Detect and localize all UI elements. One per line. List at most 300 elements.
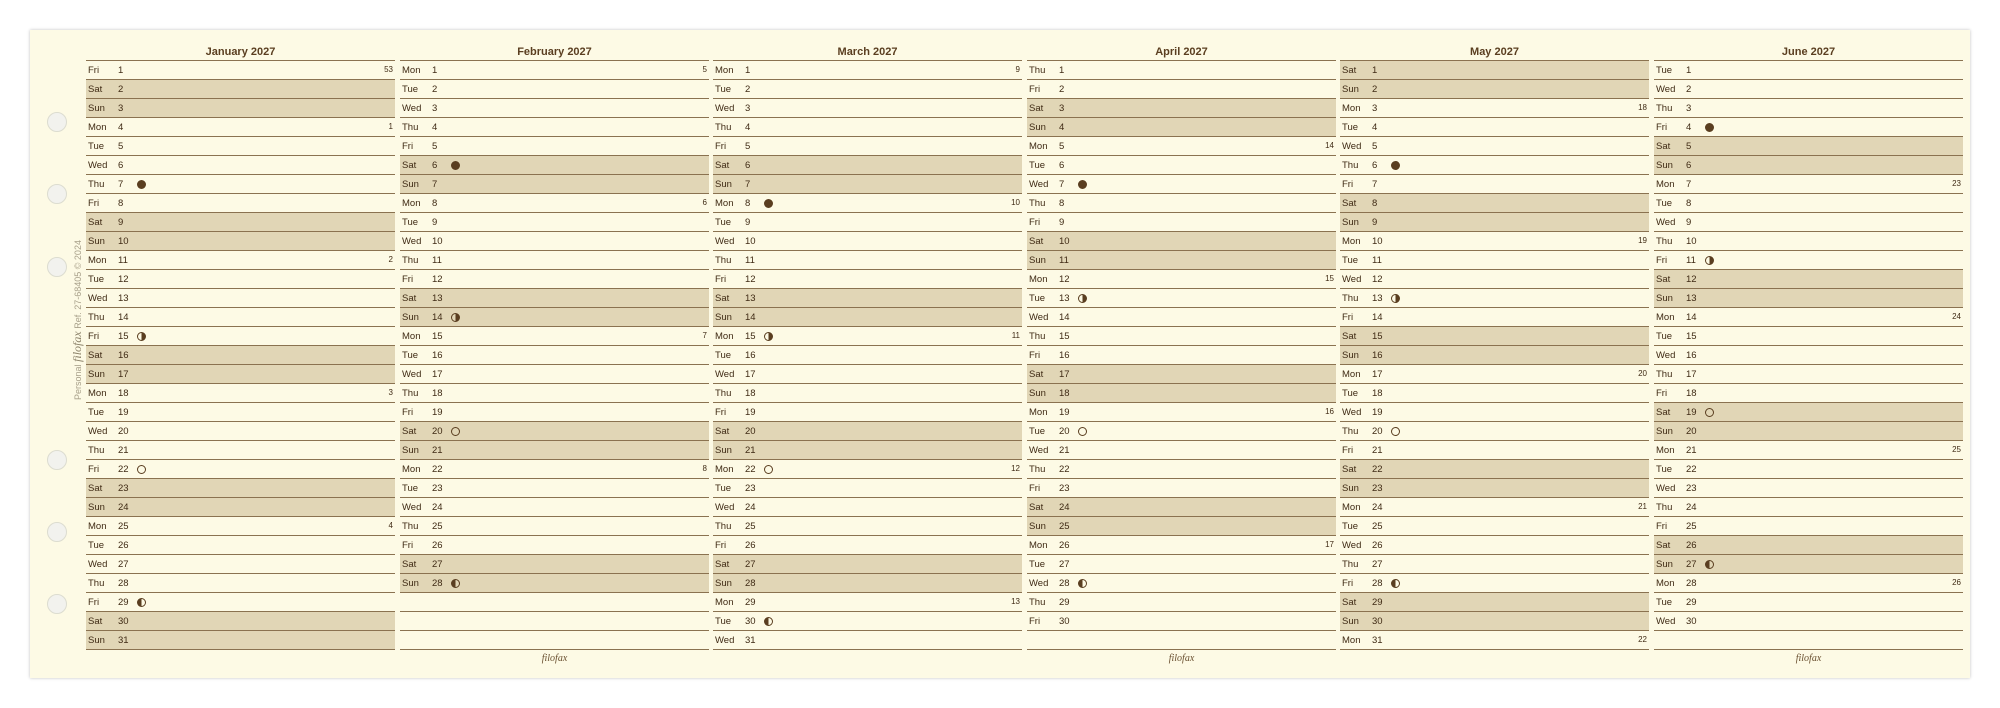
day-name: Wed — [88, 293, 108, 304]
day-number: 29 — [118, 597, 129, 608]
day-row[interactable] — [86, 232, 395, 251]
day-row[interactable] — [1340, 441, 1649, 460]
day-row[interactable] — [400, 137, 709, 156]
day-number: 20 — [118, 426, 129, 437]
day-row[interactable] — [400, 251, 709, 270]
day-name: Thu — [1342, 160, 1359, 171]
day-name: Tue — [402, 483, 419, 494]
day-name: Wed — [1029, 312, 1049, 323]
day-row[interactable] — [1340, 194, 1649, 213]
day-row[interactable] — [1027, 80, 1336, 99]
day-row[interactable] — [1340, 232, 1649, 251]
day-row[interactable] — [400, 61, 709, 80]
day-row[interactable] — [713, 61, 1022, 80]
day-row[interactable] — [1340, 593, 1649, 612]
day-row[interactable] — [1027, 479, 1336, 498]
day-name: Sun — [402, 312, 419, 323]
day-row[interactable] — [1654, 498, 1963, 517]
day-row[interactable] — [1027, 536, 1336, 555]
day-row[interactable] — [1654, 517, 1963, 536]
day-number: 20 — [1686, 426, 1697, 437]
day-row[interactable] — [1654, 403, 1963, 422]
day-row[interactable] — [86, 137, 395, 156]
day-row[interactable] — [1654, 612, 1963, 631]
day-row[interactable] — [1654, 289, 1963, 308]
day-row[interactable] — [1654, 213, 1963, 232]
day-row[interactable] — [713, 441, 1022, 460]
day-row[interactable] — [1654, 422, 1963, 441]
day-number: 9 — [1372, 217, 1378, 228]
day-row[interactable] — [400, 479, 709, 498]
day-name: Fri — [402, 141, 414, 152]
day-number: 19 — [1686, 407, 1697, 418]
day-row[interactable] — [86, 422, 395, 441]
day-row[interactable] — [400, 232, 709, 251]
day-number: 9 — [1686, 217, 1692, 228]
day-number: 10 — [118, 236, 129, 247]
day-row[interactable] — [1340, 612, 1649, 631]
day-row[interactable] — [400, 270, 709, 289]
day-row[interactable] — [86, 175, 395, 194]
day-row[interactable] — [86, 365, 395, 384]
day-row[interactable] — [1340, 118, 1649, 137]
day-number: 16 — [1686, 350, 1697, 361]
day-row[interactable] — [1027, 327, 1336, 346]
day-name: Tue — [1656, 464, 1673, 475]
month-title: March 2027 — [713, 45, 1022, 61]
week-number: 9 — [1015, 65, 1020, 74]
day-name: Sat — [1342, 198, 1357, 209]
day-row[interactable] — [1654, 460, 1963, 479]
day-row[interactable] — [1340, 308, 1649, 327]
week-number: 10 — [1011, 198, 1020, 207]
day-number: 2 — [1059, 84, 1065, 95]
full-moon-icon — [1078, 427, 1087, 436]
day-row[interactable] — [86, 118, 395, 137]
day-row[interactable] — [86, 631, 395, 650]
day-row[interactable] — [86, 289, 395, 308]
day-name: Tue — [1656, 331, 1673, 342]
day-row[interactable] — [1340, 137, 1649, 156]
month-column — [400, 45, 709, 664]
day-name: Sat — [88, 84, 103, 95]
day-row[interactable] — [1654, 441, 1963, 460]
day-name: Tue — [402, 217, 419, 228]
day-row[interactable] — [1340, 517, 1649, 536]
day-row[interactable] — [1340, 384, 1649, 403]
day-row[interactable] — [1027, 251, 1336, 270]
day-row[interactable] — [400, 365, 709, 384]
day-row[interactable] — [713, 327, 1022, 346]
day-row[interactable] — [86, 61, 395, 80]
day-row[interactable] — [713, 631, 1022, 650]
day-row[interactable] — [86, 574, 395, 593]
day-row[interactable] — [1340, 422, 1649, 441]
day-row[interactable] — [1340, 365, 1649, 384]
day-row[interactable] — [1027, 460, 1336, 479]
day-row[interactable] — [1654, 137, 1963, 156]
day-number: 7 — [118, 179, 124, 190]
planner-sheet — [30, 30, 1970, 678]
day-name: Fri — [402, 274, 414, 285]
day-row[interactable] — [713, 365, 1022, 384]
week-number: 26 — [1952, 578, 1961, 587]
day-row[interactable] — [1654, 99, 1963, 118]
day-row[interactable] — [1340, 460, 1649, 479]
day-row[interactable] — [713, 612, 1022, 631]
day-row[interactable] — [1340, 327, 1649, 346]
day-row[interactable] — [86, 270, 395, 289]
day-row[interactable] — [1340, 80, 1649, 99]
day-name: Tue — [1342, 388, 1359, 399]
day-name: Fri — [1656, 388, 1668, 399]
day-name: Fri — [715, 274, 727, 285]
day-name: Wed — [402, 236, 422, 247]
day-number: 3 — [1686, 103, 1692, 114]
day-number: 4 — [1372, 122, 1378, 133]
day-row[interactable] — [1340, 61, 1649, 80]
day-row[interactable] — [400, 194, 709, 213]
day-row[interactable] — [1027, 61, 1336, 80]
day-row[interactable] — [1027, 365, 1336, 384]
day-name: Wed — [402, 369, 422, 380]
day-row[interactable] — [86, 308, 395, 327]
day-row[interactable] — [713, 99, 1022, 118]
day-number: 8 — [1059, 198, 1065, 209]
day-row[interactable] — [713, 346, 1022, 365]
day-name: Sun — [1029, 255, 1046, 266]
day-row[interactable] — [400, 441, 709, 460]
day-number: 21 — [1372, 445, 1383, 456]
day-row[interactable] — [1654, 175, 1963, 194]
day-row[interactable] — [400, 327, 709, 346]
day-number: 21 — [745, 445, 756, 456]
day-row[interactable] — [1027, 384, 1336, 403]
day-number: 1 — [1372, 65, 1378, 76]
day-row[interactable] — [86, 555, 395, 574]
day-number: 16 — [432, 350, 443, 361]
day-row[interactable] — [713, 80, 1022, 99]
day-row[interactable] — [1654, 574, 1963, 593]
day-number: 7 — [745, 179, 751, 190]
day-name: Thu — [715, 255, 732, 266]
day-number: 21 — [432, 445, 443, 456]
day-row[interactable] — [1027, 612, 1336, 631]
day-row[interactable] — [400, 308, 709, 327]
day-row[interactable] — [86, 441, 395, 460]
day-row[interactable] — [713, 175, 1022, 194]
day-row[interactable] — [1340, 574, 1649, 593]
day-row[interactable] — [713, 194, 1022, 213]
day-row[interactable] — [1340, 536, 1649, 555]
day-row[interactable] — [1027, 308, 1336, 327]
day-row[interactable] — [400, 460, 709, 479]
day-number: 9 — [118, 217, 124, 228]
day-name: Wed — [1342, 274, 1362, 285]
day-number: 23 — [432, 483, 443, 494]
day-row[interactable] — [86, 403, 395, 422]
day-row[interactable] — [1340, 479, 1649, 498]
day-name: Wed — [1656, 616, 1676, 627]
day-number: 27 — [118, 559, 129, 570]
day-row[interactable] — [400, 213, 709, 232]
day-row[interactable] — [86, 498, 395, 517]
day-row[interactable] — [86, 194, 395, 213]
day-name: Sun — [1029, 521, 1046, 532]
day-number: 2 — [1686, 84, 1692, 95]
day-number: 23 — [745, 483, 756, 494]
day-number: 11 — [432, 255, 442, 266]
day-row[interactable] — [1654, 61, 1963, 80]
day-row[interactable] — [86, 346, 395, 365]
day-number: 5 — [118, 141, 124, 152]
day-name: Fri — [1342, 179, 1354, 190]
week-number: 17 — [1325, 540, 1334, 549]
day-row[interactable] — [1027, 99, 1336, 118]
day-name: Sat — [715, 160, 730, 171]
day-row[interactable] — [1340, 631, 1649, 650]
day-row[interactable] — [86, 384, 395, 403]
week-number: 24 — [1952, 312, 1961, 321]
day-row[interactable] — [1654, 536, 1963, 555]
day-name: Wed — [1029, 179, 1049, 190]
day-name: Tue — [715, 217, 732, 228]
day-name: Mon — [88, 122, 107, 133]
day-row[interactable] — [400, 403, 709, 422]
day-row[interactable] — [86, 251, 395, 270]
day-row[interactable] — [1654, 118, 1963, 137]
day-name: Sun — [402, 445, 419, 456]
day-name: Thu — [715, 388, 732, 399]
day-row[interactable] — [1654, 479, 1963, 498]
day-number: 9 — [1059, 217, 1065, 228]
day-name: Mon — [402, 198, 421, 209]
day-row[interactable] — [1340, 270, 1649, 289]
day-row[interactable] — [86, 479, 395, 498]
day-row[interactable] — [1654, 232, 1963, 251]
day-row[interactable] — [1027, 289, 1336, 308]
day-row[interactable] — [400, 498, 709, 517]
day-row[interactable] — [1340, 346, 1649, 365]
day-row[interactable] — [1027, 517, 1336, 536]
day-number: 30 — [1059, 616, 1070, 627]
day-row[interactable] — [1654, 194, 1963, 213]
day-row[interactable] — [86, 536, 395, 555]
week-number: 8 — [702, 464, 707, 473]
day-row[interactable] — [1027, 441, 1336, 460]
day-row[interactable] — [400, 422, 709, 441]
day-name: Sat — [1029, 103, 1044, 114]
day-row[interactable] — [713, 232, 1022, 251]
day-row[interactable] — [713, 536, 1022, 555]
day-row[interactable] — [1027, 593, 1336, 612]
day-row[interactable] — [713, 498, 1022, 517]
day-name: Sun — [88, 502, 105, 513]
day-row[interactable] — [400, 156, 709, 175]
day-row[interactable] — [1027, 118, 1336, 137]
day-row[interactable] — [1027, 270, 1336, 289]
day-number: 1 — [1686, 65, 1692, 76]
day-row[interactable] — [400, 118, 709, 137]
day-row[interactable] — [1654, 80, 1963, 99]
day-number: 27 — [1059, 559, 1070, 570]
day-row[interactable] — [1340, 555, 1649, 574]
day-row[interactable] — [86, 327, 395, 346]
day-row[interactable] — [1340, 403, 1649, 422]
day-number: 25 — [745, 521, 756, 532]
day-name: Sun — [88, 103, 105, 114]
day-row[interactable] — [1027, 555, 1336, 574]
day-name: Fri — [715, 540, 727, 551]
day-name: Mon — [1342, 236, 1361, 247]
week-number: 25 — [1952, 445, 1961, 454]
day-row[interactable] — [713, 308, 1022, 327]
day-name: Mon — [1342, 502, 1361, 513]
day-row[interactable] — [713, 517, 1022, 536]
day-number: 2 — [745, 84, 751, 95]
day-number: 13 — [1372, 293, 1383, 304]
day-name: Mon — [88, 521, 107, 532]
day-row[interactable] — [400, 346, 709, 365]
day-row[interactable] — [1340, 213, 1649, 232]
day-row[interactable] — [1340, 156, 1649, 175]
day-row[interactable] — [713, 422, 1022, 441]
day-name: Tue — [402, 350, 419, 361]
day-row[interactable] — [713, 460, 1022, 479]
day-row[interactable] — [713, 213, 1022, 232]
day-row[interactable] — [1340, 99, 1649, 118]
day-name: Wed — [1342, 540, 1362, 551]
day-row[interactable] — [713, 479, 1022, 498]
day-name: Thu — [1029, 464, 1046, 475]
day-row[interactable] — [713, 289, 1022, 308]
day-name: Wed — [1029, 578, 1049, 589]
day-name: Mon — [1029, 141, 1048, 152]
day-row[interactable] — [86, 99, 395, 118]
day-row[interactable] — [713, 137, 1022, 156]
day-row[interactable] — [1340, 289, 1649, 308]
day-number: 1 — [118, 65, 124, 76]
day-row[interactable] — [400, 80, 709, 99]
empty-row — [400, 593, 709, 612]
day-number: 16 — [118, 350, 129, 361]
day-row[interactable] — [1027, 175, 1336, 194]
day-row[interactable] — [1027, 498, 1336, 517]
day-row[interactable] — [1654, 156, 1963, 175]
day-name: Mon — [1656, 312, 1675, 323]
day-row[interactable] — [713, 384, 1022, 403]
day-row[interactable] — [86, 156, 395, 175]
new-moon-icon — [137, 180, 146, 189]
day-row[interactable] — [1027, 232, 1336, 251]
day-number: 12 — [1059, 274, 1070, 285]
day-name: Mon — [1029, 274, 1048, 285]
day-row[interactable] — [400, 536, 709, 555]
day-row[interactable] — [1654, 251, 1963, 270]
day-row[interactable] — [1654, 365, 1963, 384]
day-number: 16 — [745, 350, 756, 361]
day-row[interactable] — [1027, 156, 1336, 175]
day-row[interactable] — [1340, 175, 1649, 194]
day-row[interactable] — [86, 80, 395, 99]
day-number: 21 — [118, 445, 129, 456]
day-row[interactable] — [713, 156, 1022, 175]
day-name: Thu — [88, 179, 105, 190]
day-row[interactable] — [400, 289, 709, 308]
day-row[interactable] — [713, 118, 1022, 137]
day-row[interactable] — [1027, 137, 1336, 156]
day-row[interactable] — [713, 270, 1022, 289]
day-number: 7 — [432, 179, 438, 190]
day-row[interactable] — [1654, 384, 1963, 403]
day-row[interactable] — [713, 555, 1022, 574]
day-row[interactable] — [400, 555, 709, 574]
day-row[interactable] — [86, 593, 395, 612]
day-row[interactable] — [86, 517, 395, 536]
day-row[interactable] — [1027, 422, 1336, 441]
day-row[interactable] — [713, 574, 1022, 593]
day-name: Fri — [1029, 350, 1041, 361]
day-name: Tue — [1656, 198, 1673, 209]
day-row[interactable] — [1027, 194, 1336, 213]
day-number: 15 — [1372, 331, 1383, 342]
day-name: Fri — [402, 540, 414, 551]
day-number: 20 — [745, 426, 756, 437]
day-row[interactable] — [400, 517, 709, 536]
day-number: 21 — [1059, 445, 1070, 456]
day-row[interactable] — [1654, 270, 1963, 289]
day-name: Thu — [1656, 236, 1673, 247]
week-number: 21 — [1638, 502, 1647, 511]
day-row[interactable] — [1340, 498, 1649, 517]
day-number: 19 — [432, 407, 443, 418]
day-number: 14 — [1059, 312, 1070, 323]
day-row[interactable] — [1654, 308, 1963, 327]
day-name: Sat — [1342, 597, 1357, 608]
day-name: Tue — [715, 84, 732, 95]
day-row[interactable] — [86, 213, 395, 232]
day-name: Sun — [88, 635, 105, 646]
day-row[interactable] — [1027, 403, 1336, 422]
day-row[interactable] — [713, 251, 1022, 270]
day-row[interactable] — [1340, 251, 1649, 270]
day-row[interactable] — [86, 460, 395, 479]
day-row[interactable] — [400, 99, 709, 118]
day-name: Fri — [88, 464, 100, 475]
day-number: 30 — [745, 616, 756, 627]
day-number: 23 — [1059, 483, 1070, 494]
day-number: 13 — [1059, 293, 1070, 304]
day-name: Sat — [88, 616, 103, 627]
day-row[interactable] — [713, 403, 1022, 422]
day-row[interactable] — [1654, 327, 1963, 346]
day-row[interactable] — [400, 384, 709, 403]
day-row[interactable] — [1654, 346, 1963, 365]
day-number: 9 — [745, 217, 751, 228]
day-row[interactable] — [400, 175, 709, 194]
day-row[interactable] — [1027, 213, 1336, 232]
day-row[interactable] — [400, 574, 709, 593]
day-row[interactable] — [1654, 555, 1963, 574]
day-row[interactable] — [1027, 346, 1336, 365]
day-row[interactable] — [86, 612, 395, 631]
last-moon-icon — [1078, 579, 1087, 588]
day-row[interactable] — [1027, 574, 1336, 593]
day-row[interactable] — [713, 593, 1022, 612]
day-row[interactable] — [1654, 593, 1963, 612]
day-number: 1 — [1059, 65, 1065, 76]
day-name: Mon — [1342, 103, 1361, 114]
